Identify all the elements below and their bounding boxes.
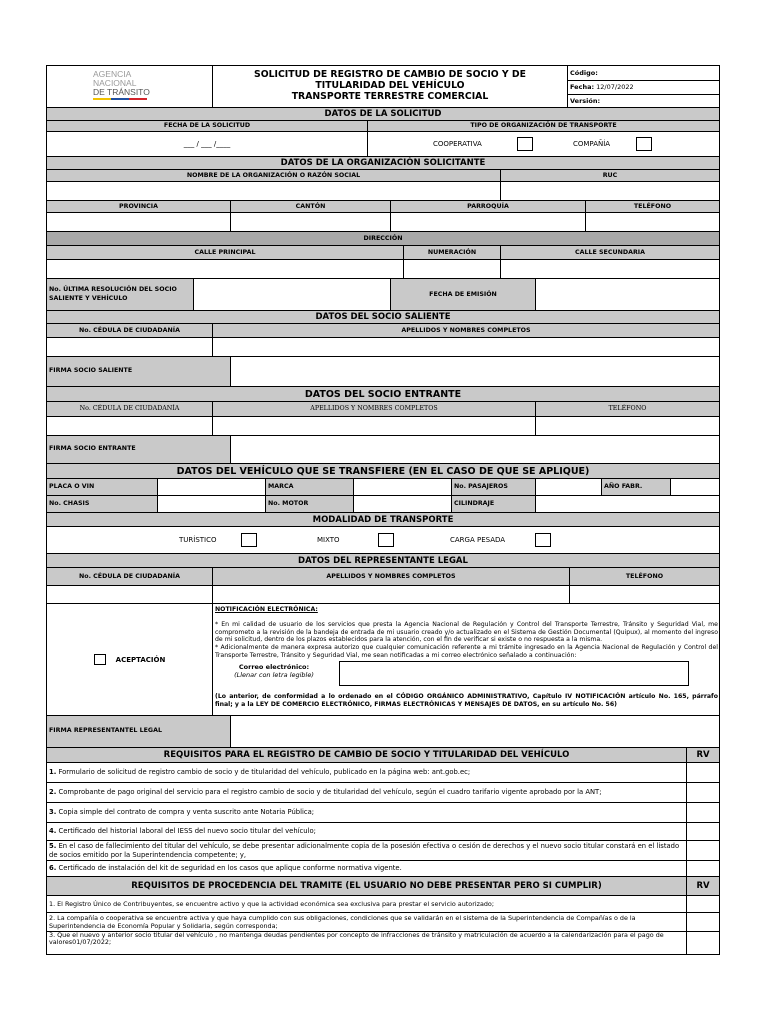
rv-cell[interactable]	[687, 896, 719, 912]
apellidos-entrante-field[interactable]	[213, 417, 536, 435]
telefono-representante-label: TELÉFONO	[625, 572, 664, 580]
telefono-representante-field[interactable]	[570, 586, 719, 603]
calle-principal-label: CALLE PRINCIPAL	[47, 246, 404, 259]
notificacion-parrafo-2: * Adicionalmente de manera expresa autorizo que cualquier comunicación referente a mi trámite ingresado en la Agencia Nacional de Regulación y Control del Transporte Terrestre, Tránsito y Seguridad Vial, me sean notificadas a mi correo electrónico señalado a continuación:	[215, 644, 718, 660]
firma-saliente-field[interactable]	[231, 357, 719, 386]
turistico-checkbox[interactable]	[241, 533, 257, 547]
doc-meta	[568, 66, 719, 107]
anio-label: AÑO FABR.	[602, 479, 671, 495]
parroquia-label: PARROQUÍA	[391, 201, 586, 212]
direccion-labels-row	[47, 246, 719, 260]
fecha-solicitud-field[interactable]	[47, 132, 368, 156]
cedula-entrante-field[interactable]	[47, 417, 213, 435]
section-socio-entrante	[47, 387, 719, 402]
placa-label: PLACA O VIN	[47, 479, 158, 495]
cedula-representante-field[interactable]	[47, 586, 213, 603]
location-labels-row	[47, 201, 719, 213]
resolucion-row	[47, 279, 719, 311]
telefono-entrante-field[interactable]	[536, 417, 719, 435]
carga-pesada-checkbox[interactable]	[535, 533, 551, 547]
rv-cell[interactable]	[687, 913, 719, 931]
firma-entrante-field[interactable]	[231, 436, 719, 463]
ultima-resolucion-field[interactable]	[194, 279, 391, 310]
requisito-row	[47, 841, 719, 861]
requisito-text: 3. Copia simple del contrato de compra y venta suscrito ante Notaria Pública;	[47, 803, 687, 822]
rv-cell[interactable]	[687, 841, 719, 860]
rv-cell[interactable]	[687, 783, 719, 802]
direccion-values-row	[47, 260, 719, 279]
ruc-field[interactable]	[501, 182, 719, 200]
cedula-entrante-label: No. CÉDULA DE CIUDADANÍA	[47, 402, 213, 416]
numeracion-field[interactable]	[404, 260, 501, 278]
title-line-3: TRANSPORTE TERRESTRE COMERCIAL	[291, 90, 489, 102]
firma-saliente-label: FIRMA SOCIO SALIENTE	[47, 357, 231, 386]
calle-principal-field[interactable]	[47, 260, 404, 278]
section-vehiculo	[47, 464, 719, 479]
form-title	[213, 66, 568, 107]
section-title: DATOS DEL VEHÍCULO QUE SE TRANSFIERE (EN EL CASO DE QUE SE APLIQUE)	[176, 465, 590, 477]
entrante-labels-row	[47, 402, 719, 417]
section-title: DATOS DE LA SOLICITUD	[324, 109, 442, 119]
requisito-row	[47, 823, 719, 841]
nombre-organizacion-field[interactable]	[47, 182, 501, 200]
telefono-entrante-label: TELÉFONO	[608, 405, 647, 413]
org-labels-row	[47, 170, 719, 182]
notificacion-title: NOTIFICACIÓN ELECTRÓNICA:	[215, 606, 318, 613]
section-title: REQUISITOS DE PROCEDENCIA DEL TRAMITE (EL USUARIO NO DEBE PRESENTAR PERO SI CUMPLIR)	[47, 877, 687, 895]
tipo-organizacion-options	[368, 132, 719, 156]
section-datos-solicitud	[47, 108, 719, 121]
anio-field[interactable]	[671, 479, 719, 495]
fecha-label: Fecha:	[570, 83, 595, 92]
firma-entrante-label: FIRMA SOCIO ENTRANTE	[47, 436, 231, 463]
requisito-row	[47, 861, 719, 877]
date-placeholder: ___ / ___ /____	[183, 140, 231, 148]
rv-header: RV	[696, 750, 710, 760]
apellidos-saliente-label: APELLIDOS Y NOMBRES COMPLETOS	[401, 326, 531, 334]
procedencia-row	[47, 913, 719, 932]
notificacion-row	[47, 604, 719, 716]
logo-line-1: AGENCIA	[93, 68, 132, 79]
calle-secundaria-label: CALLE SECUNDARIA	[574, 248, 646, 256]
direccion-header	[47, 232, 719, 246]
saliente-values-row	[47, 338, 719, 357]
fecha-emision-field[interactable]	[536, 279, 719, 310]
rv-cell[interactable]	[687, 861, 719, 876]
cooperativa-checkbox[interactable]	[517, 137, 533, 151]
requisito-text: 4. Certificado del historial laboral del IESS del nuevo socio titular del vehículo;	[47, 823, 687, 840]
fecha-value: 12/07/2022	[596, 83, 634, 92]
modalidad-options-row	[47, 527, 719, 554]
legal-note: (Lo anterior, de conformidad a lo ordenado en el CÓDIGO ORGÁNICO ADMINISTRATIVO, Capítulo IV NOTIFICACIÓN artículo No. 165, párrafo final; y a la LEY DE COMERCIO ELECTRÓNICO, FIRMAS ELECTRÓNICAS Y MENSAJES DE DATOS, en su artículo No. 56)	[215, 692, 718, 708]
ant-logo-icon	[47, 66, 212, 107]
marca-label: MARCA	[266, 479, 354, 495]
cedula-saliente-field[interactable]	[47, 338, 213, 356]
provincia-field[interactable]	[47, 213, 231, 231]
telefono-field[interactable]	[586, 213, 719, 231]
marca-field[interactable]	[354, 479, 452, 495]
requisito-text: 1. Formulario de solicitud de registro cambio de socio y de titularidad del vehículo, publicado en la página web: ant.gob.ec;	[47, 763, 687, 782]
modalidad-options	[47, 527, 719, 553]
solicitud-labels-row	[47, 121, 719, 132]
procedencia-row	[47, 896, 719, 913]
requisito-text: 5. En el caso de fallecimiento del titular del vehículo, se debe presentar adicionalmente copia de la posesión efectiva o cesión de derechos y el nuevo socio titular constará en el listado de socios emitido por la Superintendencia competente; y,	[47, 841, 687, 860]
title-line-2: TITULARIDAD DEL VEHÍCULO	[315, 80, 465, 92]
procedencia-text: 2. La compañía o cooperativa se encuentre activa y que haya cumplido con sus obligaciones, condiciones que se validarán en el sistema de la Superintendencia de Compañías o de la Superintendencia de Economía Popular y Solidaria, según corresponda;	[47, 913, 687, 931]
cooperativa-label: COOPERATIVA	[433, 140, 482, 148]
location-values-row	[47, 213, 719, 232]
section-procedencia	[47, 877, 719, 896]
correo-block	[215, 660, 718, 690]
firma-entrante-row	[47, 436, 719, 464]
procedencia-text: 1. El Registro Único de Contribuyentes, se encuentre activo y que la actividad económica sea exclusiva para prestar el servicio autorizado;	[47, 896, 687, 912]
tipo-organizacion-label: TIPO DE ORGANIZACIÓN DE TRANSPORTE	[470, 122, 617, 130]
vehiculo-row-1	[47, 479, 719, 496]
firma-saliente-row	[47, 357, 719, 387]
chasis-label: No. CHASIS	[47, 496, 158, 512]
section-title: DATOS DEL SOCIO SALIENTE	[315, 312, 451, 322]
apellidos-representante-label: APELLIDOS Y NOMBRES COMPLETOS	[213, 568, 570, 585]
pasajeros-label: No. PASAJEROS	[452, 479, 536, 495]
carga-pesada-label: CARGA PESADA	[450, 536, 506, 544]
section-socio-saliente	[47, 311, 719, 324]
pasajeros-field[interactable]	[536, 479, 602, 495]
provincia-label: PROVINCIA	[47, 201, 231, 212]
agency-logo	[47, 66, 213, 107]
rv-cell[interactable]	[687, 932, 719, 954]
requisito-row	[47, 783, 719, 803]
compania-checkbox[interactable]	[636, 137, 652, 151]
placa-field[interactable]	[158, 479, 266, 495]
form-header	[47, 66, 719, 108]
procedencia-row	[47, 932, 719, 954]
entrante-values-row	[47, 417, 719, 436]
representante-values-row	[47, 586, 719, 604]
solicitud-values-row	[47, 132, 719, 157]
vehiculo-row-2	[47, 496, 719, 513]
correo-field[interactable]	[339, 661, 689, 686]
rv-cell[interactable]	[687, 763, 719, 782]
apellidos-entrante-label: APELLIDOS Y NOMBRES COMPLETOS	[213, 402, 536, 416]
codigo-label: Código:	[570, 68, 598, 77]
aceptacion-cell	[47, 604, 213, 715]
canton-label: CANTÓN	[231, 201, 391, 212]
section-representante	[47, 554, 719, 568]
correo-label-block	[215, 663, 333, 679]
turistico-label: TURÍSTICO	[179, 536, 217, 544]
compania-label: COMPAÑÍA	[573, 140, 611, 148]
apellidos-representante-field[interactable]	[213, 586, 570, 603]
section-title: MODALIDAD DE TRANSPORTE	[312, 514, 454, 525]
cilindraje-field[interactable]	[536, 496, 719, 512]
section-title: DATOS DEL REPRESENTANTE LEGAL	[298, 555, 468, 566]
telefono-label: TELÉFONO	[633, 202, 672, 210]
ultima-resolucion-label: No. ÚLTIMA RESOLUCIÓN DEL SOCIO SALIENTE Y VEHÍCULO	[47, 279, 194, 310]
aceptacion-checkbox[interactable]	[94, 654, 106, 665]
title-line-1: SOLICITUD DE REGISTRO DE CAMBIO DE SOCIO Y DE	[254, 69, 526, 81]
cedula-saliente-label: No. CÉDULA DE CIUDADANÍA	[47, 324, 213, 337]
org-values-row	[47, 182, 719, 201]
motor-field[interactable]	[354, 496, 452, 512]
logo-line-3: DE TRÁNSITO	[93, 86, 150, 97]
notificacion-parrafo-1: * En mi calidad de usuario de los servicios que presta la Agencia Nacional de Regulación y Control del Transporte Terrestre, Tránsito y Seguridad Vial, me comprometo a la revisión de la bandeja de entrada de mi usuario creado y/o actualizado en el Sistema de Gestión Documental (Quipux), al momento del ingreso de mi solicitud, dentro de los plazos establecidos para la atención, con el fin de verificar si existe o no respuesta a la misma.	[215, 620, 718, 644]
cedula-representante-label: No. CÉDULA DE CIUDADANÍA	[47, 568, 213, 585]
numeracion-label: NUMERACIÓN	[404, 246, 501, 259]
notificacion-block	[213, 604, 719, 715]
section-requisitos	[47, 748, 719, 763]
fecha-solicitud-label: FECHA DE LA SOLICITUD	[47, 121, 368, 131]
calle-secundaria-field[interactable]	[501, 260, 719, 278]
section-title: REQUISITOS PARA EL REGISTRO DE CAMBIO DE SOCIO Y TITULARIDAD DEL VEHÍCULO	[47, 748, 687, 762]
rv-cell[interactable]	[687, 823, 719, 840]
parroquia-field[interactable]	[391, 213, 586, 231]
version-label: Versión:	[570, 97, 601, 106]
section-organizacion	[47, 157, 719, 170]
firma-representante-label: FIRMA REPRESENTANTEL LEGAL	[47, 716, 231, 747]
section-title: DATOS DEL SOCIO ENTRANTE	[304, 388, 462, 400]
correo-label: Correo electrónico:	[238, 662, 310, 671]
firma-representante-field[interactable]	[231, 716, 719, 747]
nombre-organizacion-label: NOMBRE DE LA ORGANIZACIÓN O RAZÓN SOCIAL	[47, 170, 501, 181]
mixto-checkbox[interactable]	[378, 533, 394, 547]
saliente-labels-row	[47, 324, 719, 338]
firma-representante-row	[47, 716, 719, 748]
canton-field[interactable]	[231, 213, 391, 231]
correo-hint: (Llenar con letra legible)	[234, 671, 314, 680]
requisito-row	[47, 803, 719, 823]
aceptacion-label: ACEPTACIÓN	[115, 655, 166, 664]
direccion-label: DIRECCIÓN	[363, 234, 403, 242]
requisito-text: 6. Certificado de instalación del kit de seguridad en los casos que aplique conforme normativa vigente.	[47, 861, 687, 876]
requisito-text: 2. Comprobante de pago original del servicio para el registro cambio de socio y de titularidad del vehículo, según el cuadro tarifario vigente aprobado por la ANT;	[47, 783, 687, 802]
rv-header: RV	[696, 881, 710, 891]
motor-label: No. MOTOR	[266, 496, 354, 512]
representante-labels-row	[47, 568, 719, 586]
procedencia-text: 3. Que el nuevo y anterior socio titular del vehículo , no mantenga deudas pendientes por concepto de infracciones de tránsito y matriculación de acuerdo a la calendarización para el pago de valores01/07/2022;	[47, 932, 687, 954]
application-form	[46, 65, 720, 955]
rv-cell[interactable]	[687, 803, 719, 822]
logo-line-2: NACIONAL	[93, 77, 137, 88]
chasis-field[interactable]	[158, 496, 266, 512]
requisito-row	[47, 763, 719, 783]
apellidos-saliente-field[interactable]	[213, 338, 719, 356]
fecha-emision-label: FECHA DE EMISIÓN	[391, 279, 536, 310]
section-title: DATOS DE LA ORGANIZACIÓN SOLICITANTE	[280, 158, 486, 168]
section-modalidad	[47, 513, 719, 527]
ruc-label: RUC	[602, 171, 618, 179]
cilindraje-label: CILINDRAJE	[452, 496, 536, 512]
mixto-label: MIXTO	[317, 536, 340, 544]
